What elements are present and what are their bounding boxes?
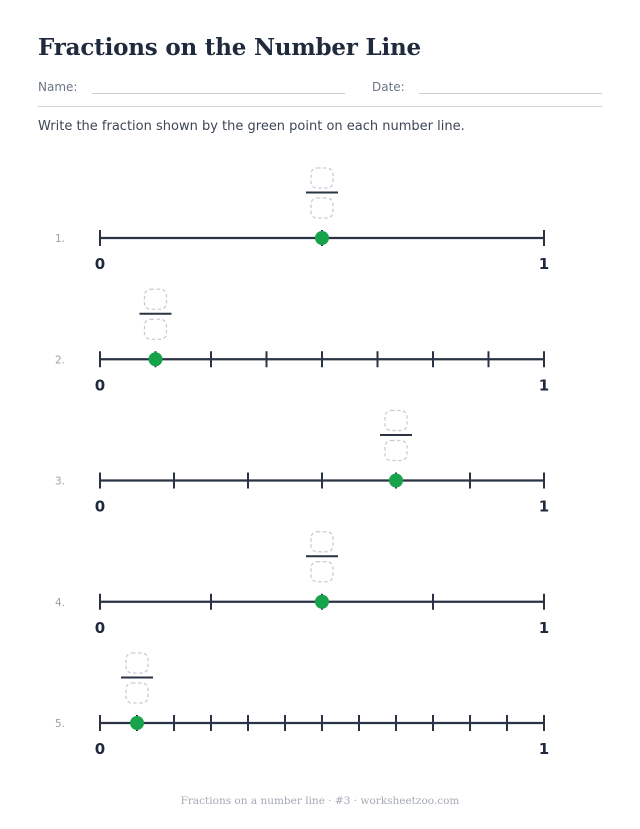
green-point <box>315 595 329 609</box>
green-point <box>389 474 403 488</box>
problem-number: 3. <box>54 475 66 488</box>
denominator-box <box>145 319 167 339</box>
green-point <box>315 231 329 245</box>
instructions: Write the fraction shown by the green point on each number line. <box>38 119 465 134</box>
numerator-box <box>145 289 167 309</box>
green-point <box>149 352 163 366</box>
name-label: Name: <box>38 80 78 94</box>
numerator-box <box>385 411 407 431</box>
label-one: 1 <box>538 497 550 516</box>
label-zero: 0 <box>94 740 106 758</box>
denominator-box <box>311 198 333 218</box>
numerator-box <box>311 532 333 552</box>
label-one: 1 <box>538 376 550 395</box>
label-one: 1 <box>538 740 550 758</box>
label-zero: 0 <box>94 618 106 637</box>
worksheet-title: Fractions on the Number Line <box>38 34 421 61</box>
problem-number: 5. <box>54 718 66 730</box>
numerator-box <box>126 653 148 673</box>
problem-number: 2. <box>54 354 66 367</box>
label-zero: 0 <box>94 255 106 273</box>
denominator-box <box>126 683 148 703</box>
numerator-box <box>311 168 333 188</box>
green-point <box>130 716 144 730</box>
date-label: Date: <box>372 80 405 94</box>
label-one: 1 <box>538 255 550 273</box>
denominator-box <box>385 441 407 461</box>
problem-number: 1. <box>54 233 66 245</box>
label-one: 1 <box>538 618 550 637</box>
denominator-box <box>311 562 333 582</box>
label-zero: 0 <box>94 497 106 516</box>
label-zero: 0 <box>94 376 106 395</box>
footer: Fractions on a number line · #3 · worksheetzoo.com <box>180 795 460 807</box>
problem-number: 4. <box>54 596 66 609</box>
